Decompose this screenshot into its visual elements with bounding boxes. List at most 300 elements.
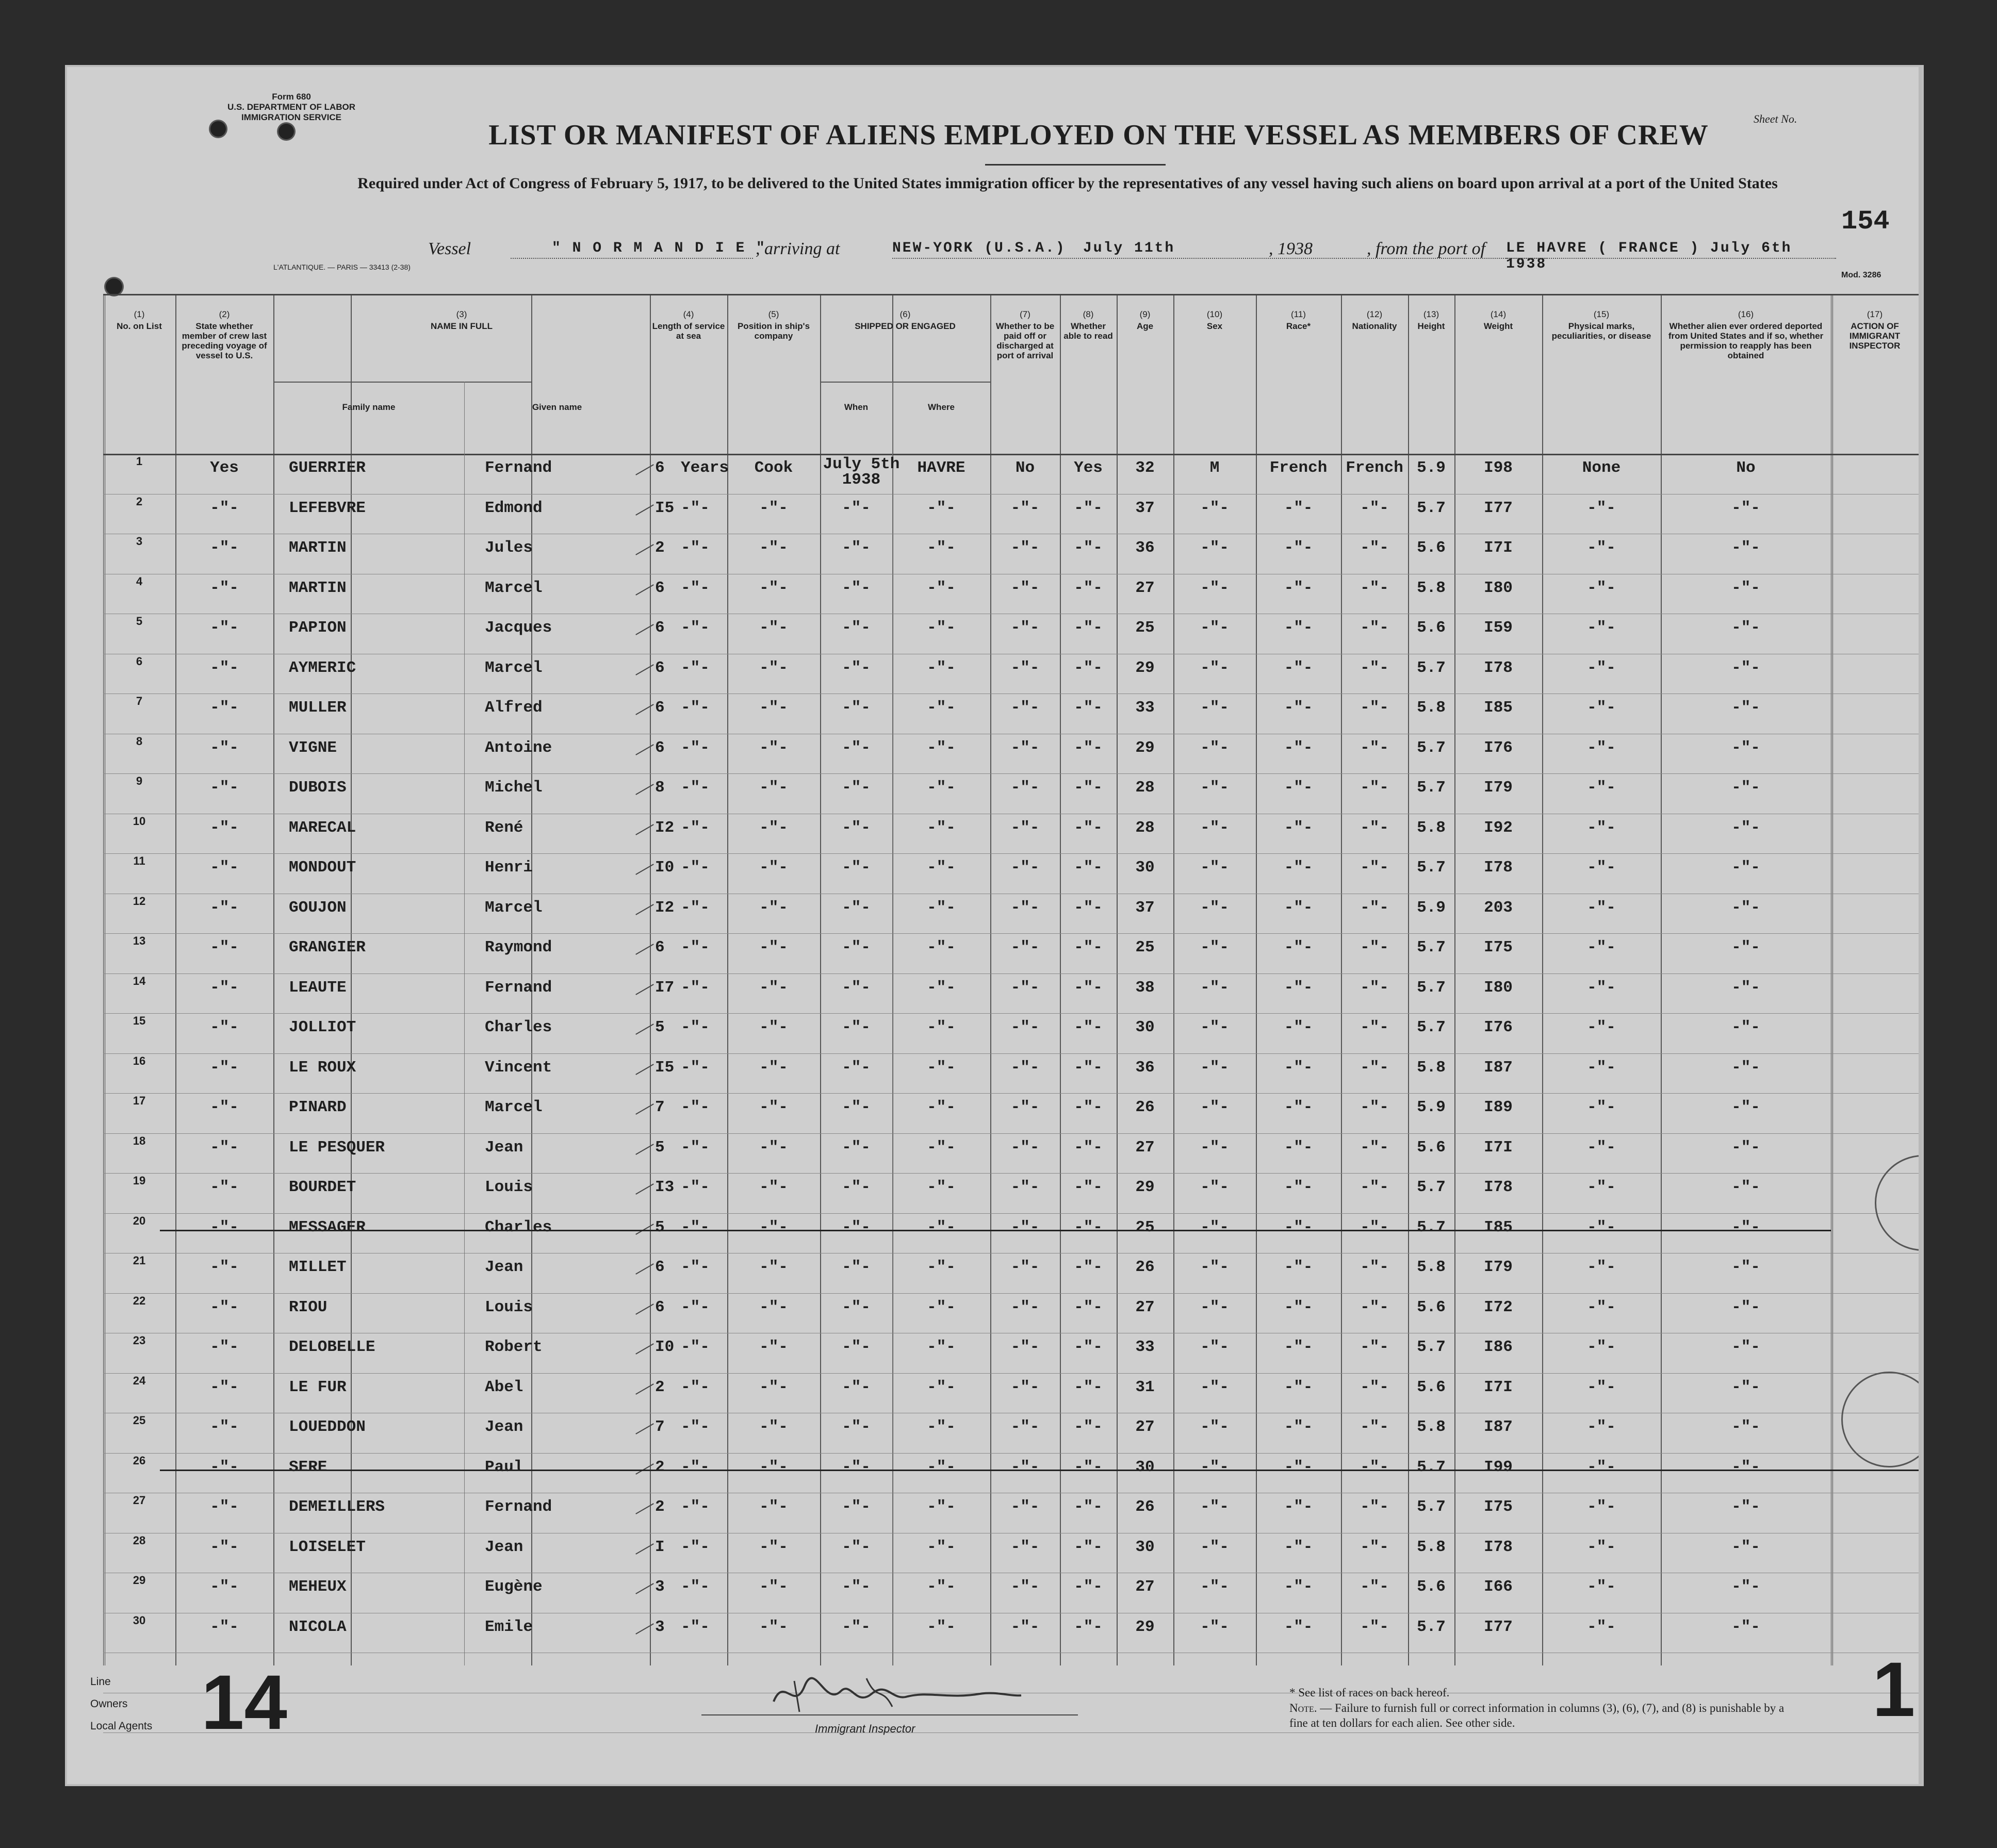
owners-label: Owners — [90, 1698, 128, 1710]
nationality-cell: -"- — [1360, 499, 1389, 517]
family-name-cell: NICOLA — [289, 1618, 347, 1636]
height-cell: 5.7 — [1417, 1338, 1446, 1356]
race-cell: -"- — [1284, 539, 1313, 557]
column-number: (14) — [1490, 309, 1507, 319]
service-unit-cell: -"- — [681, 1218, 710, 1236]
given-name-cell: Robert — [485, 1338, 543, 1356]
physical-marks-cell: -"- — [1587, 1178, 1616, 1196]
paid-off-cell: No — [1015, 459, 1035, 477]
shipped-where-cell: -"- — [927, 779, 956, 797]
crew-status-cell: -"- — [210, 1378, 239, 1396]
shipped-where-cell: -"- — [927, 1618, 956, 1636]
shipped-when-cell: -"- — [842, 859, 871, 877]
row-number: 13 — [133, 934, 146, 947]
form-number: Form 680 — [272, 92, 311, 102]
shipped-when-cell: -"- — [842, 1338, 871, 1356]
physical-marks-cell: -"- — [1587, 1538, 1616, 1556]
able-to-read-cell: -"- — [1074, 1458, 1103, 1476]
given-name-cell: Emile — [485, 1618, 533, 1636]
family-name-cell: DELOBELLE — [289, 1338, 375, 1356]
column-divider — [103, 294, 105, 1665]
age-cell: 33 — [1135, 1338, 1155, 1356]
able-to-read-cell: -"- — [1074, 658, 1103, 677]
shipped-where-cell: -"- — [927, 1458, 956, 1476]
table-top-border — [103, 294, 1919, 295]
weight-cell: I7I — [1484, 1378, 1513, 1396]
sex-cell: -"- — [1200, 1418, 1229, 1436]
column-number: (1) — [134, 309, 145, 319]
sex-cell: -"- — [1200, 619, 1229, 637]
position-cell: -"- — [759, 1138, 788, 1157]
position-cell: -"- — [759, 1018, 788, 1036]
weight-cell: I75 — [1484, 938, 1513, 956]
crew-status-cell: -"- — [210, 1458, 239, 1476]
physical-marks-cell: -"- — [1587, 579, 1616, 597]
row-divider — [103, 1373, 1919, 1374]
given-name-cell: Eugène — [485, 1578, 543, 1596]
service-unit-cell: -"- — [681, 1138, 710, 1157]
column-header — [1663, 309, 1829, 360]
row-number: 2 — [136, 494, 143, 508]
position-cell: -"- — [759, 1578, 788, 1596]
able-to-read-cell: -"- — [1074, 1498, 1103, 1516]
position-cell: -"- — [759, 619, 788, 637]
weight-cell: I78 — [1484, 658, 1513, 677]
physical-marks-cell: -"- — [1587, 818, 1616, 837]
able-to-read-cell: -"- — [1074, 1178, 1103, 1196]
nationality-cell: -"- — [1360, 898, 1389, 917]
height-cell: 5.7 — [1417, 1498, 1446, 1516]
sex-cell: -"- — [1200, 1218, 1229, 1236]
row-number: 16 — [133, 1054, 146, 1067]
service-unit-cell: -"- — [681, 579, 710, 597]
races-note: * See list of races on back hereof. — [1289, 1686, 1450, 1699]
column-number: (12) — [1366, 309, 1383, 319]
position-cell: -"- — [759, 938, 788, 956]
row-number: 8 — [136, 734, 143, 748]
nationality-cell: -"- — [1360, 658, 1389, 677]
race-cell: -"- — [1284, 1178, 1313, 1196]
punch-hole — [279, 124, 294, 139]
row-number: 18 — [133, 1134, 146, 1147]
paid-off-cell: -"- — [1010, 1378, 1040, 1396]
column-header — [822, 309, 988, 331]
service-unit-cell: -"- — [681, 898, 710, 917]
weight-cell: I87 — [1484, 1058, 1513, 1077]
race-cell: -"- — [1284, 499, 1313, 517]
family-name-cell: MARTIN — [289, 539, 347, 557]
model-number: Mod. 3286 — [1841, 271, 1881, 279]
deported-cell: -"- — [1731, 1138, 1760, 1157]
weight-cell: I86 — [1484, 1338, 1513, 1356]
crew-status-cell: -"- — [210, 1338, 239, 1356]
vessel-underline — [511, 258, 753, 259]
row-number: 22 — [133, 1294, 146, 1307]
paid-off-cell: -"- — [1010, 539, 1040, 557]
physical-marks-cell: -"- — [1587, 978, 1616, 997]
shipped-where-cell: -"- — [927, 818, 956, 837]
sex-cell: -"- — [1200, 779, 1229, 797]
row-divider — [103, 773, 1919, 774]
height-cell: 5.9 — [1417, 1098, 1446, 1116]
race-cell: -"- — [1284, 699, 1313, 717]
height-cell: 5.6 — [1417, 1298, 1446, 1316]
shipped-where-cell: -"- — [927, 579, 956, 597]
position-cell: -"- — [759, 818, 788, 837]
signature-line — [701, 1714, 1078, 1715]
paid-off-cell: -"- — [1010, 898, 1040, 917]
column-number: (4) — [683, 309, 694, 319]
row-number: 30 — [133, 1613, 146, 1627]
able-to-read-cell: -"- — [1074, 539, 1103, 557]
given-name-cell: Jacques — [485, 619, 552, 637]
paid-off-cell: -"- — [1010, 938, 1040, 956]
service-length-cell: I2 — [655, 898, 675, 917]
shipped-when-cell: -"- — [842, 1378, 871, 1396]
column-header — [1343, 309, 1406, 331]
age-cell: 25 — [1135, 938, 1155, 956]
shipped-where-cell: -"- — [927, 1498, 956, 1516]
race-cell: -"- — [1284, 1218, 1313, 1236]
shipped-when-cell: -"- — [842, 1418, 871, 1436]
shipped-where-cell: -"- — [927, 1218, 956, 1236]
age-cell: 29 — [1135, 658, 1155, 677]
sex-cell: -"- — [1200, 1498, 1229, 1516]
crew-status-cell: -"- — [210, 1498, 239, 1516]
paid-off-cell: -"- — [1010, 1338, 1040, 1356]
sex-cell: -"- — [1200, 1018, 1229, 1036]
row-number: 7 — [136, 695, 143, 707]
nationality-cell: French — [1346, 459, 1403, 477]
column-label: State whether member of crew last preceding voyage of vessel to U.S. — [182, 321, 267, 360]
column-label: Race* — [1286, 321, 1311, 331]
sex-cell: -"- — [1200, 818, 1229, 837]
physical-marks-cell: -"- — [1587, 1378, 1616, 1396]
service-unit-cell: -"- — [681, 1618, 710, 1636]
paid-off-cell: -"- — [1010, 658, 1040, 677]
nationality-cell: -"- — [1360, 1458, 1389, 1476]
crew-status-cell: -"- — [210, 978, 239, 997]
able-to-read-cell: Yes — [1074, 459, 1103, 477]
shipped-where-cell: -"- — [927, 499, 956, 517]
service-unit-cell: -"- — [681, 1418, 710, 1436]
physical-marks-cell: -"- — [1587, 1498, 1616, 1516]
sheet-number-label: Sheet No. — [1754, 112, 1797, 125]
handwritten-line-number: 14 — [201, 1659, 287, 1745]
row-number: 15 — [133, 1014, 146, 1027]
column-label: NAME IN FULL — [431, 321, 493, 331]
position-cell: -"- — [759, 699, 788, 717]
weight-cell: I92 — [1484, 818, 1513, 837]
column-number: (10) — [1206, 309, 1223, 319]
age-cell: 30 — [1135, 1018, 1155, 1036]
nationality-cell: -"- — [1360, 818, 1389, 837]
service-name: IMMIGRATION SERVICE — [241, 112, 341, 122]
height-cell: 5.7 — [1417, 859, 1446, 877]
able-to-read-cell: -"- — [1074, 1298, 1103, 1316]
physical-marks-cell: -"- — [1587, 938, 1616, 956]
able-to-read-cell: -"- — [1074, 859, 1103, 877]
height-cell: 5.8 — [1417, 579, 1446, 597]
arrival-port: NEW-YORK (U.S.A.) — [892, 240, 1066, 256]
deported-cell: -"- — [1731, 978, 1760, 997]
service-unit-cell: -"- — [681, 938, 710, 956]
crew-status-cell: -"- — [210, 1138, 239, 1157]
race-cell: -"- — [1284, 898, 1313, 917]
service-unit-cell: -"- — [681, 859, 710, 877]
given-name-subheader: Given name — [532, 402, 582, 412]
row-number: 11 — [133, 854, 145, 867]
nationality-cell: -"- — [1360, 1338, 1389, 1356]
race-cell: -"- — [1284, 978, 1313, 997]
service-length-cell: 2 — [655, 1458, 665, 1476]
age-cell: 27 — [1135, 1578, 1155, 1596]
age-cell: 27 — [1135, 579, 1155, 597]
note-prefix: Note. — [1289, 1702, 1317, 1714]
line-label: Line — [90, 1676, 111, 1688]
paid-off-cell: -"- — [1010, 1498, 1040, 1516]
sex-cell: -"- — [1200, 658, 1229, 677]
race-cell: -"- — [1284, 1058, 1313, 1077]
physical-marks-cell: -"- — [1587, 1338, 1616, 1356]
deported-cell: -"- — [1731, 1298, 1760, 1316]
column-header — [1410, 309, 1452, 331]
service-length-cell: 6 — [655, 938, 665, 956]
sex-cell: -"- — [1200, 1378, 1229, 1396]
weight-cell: I80 — [1484, 978, 1513, 997]
column-label: Physical marks, peculiarities, or disease — [1551, 321, 1651, 341]
strikethrough-line — [160, 1470, 1922, 1471]
crew-status-cell: -"- — [210, 938, 239, 956]
paid-off-cell: -"- — [1010, 1458, 1040, 1476]
deported-cell: -"- — [1731, 1378, 1760, 1396]
nationality-cell: -"- — [1360, 859, 1389, 877]
height-cell: 5.7 — [1417, 1618, 1446, 1636]
paid-off-cell: -"- — [1010, 1218, 1040, 1236]
row-number: 27 — [133, 1494, 146, 1507]
sex-cell: -"- — [1200, 978, 1229, 997]
header-divider — [103, 454, 1919, 455]
family-name-cell: DEMEILLERS — [289, 1498, 385, 1516]
nationality-cell: -"- — [1360, 1058, 1389, 1077]
age-cell: 26 — [1135, 1498, 1155, 1516]
height-cell: 5.8 — [1417, 1418, 1446, 1436]
height-cell: 5.6 — [1417, 1138, 1446, 1157]
given-name-cell: Louis — [485, 1178, 533, 1196]
given-name-cell: Henri — [485, 859, 533, 877]
sex-cell: -"- — [1200, 1098, 1229, 1116]
able-to-read-cell: -"- — [1074, 978, 1103, 997]
weight-cell: I85 — [1484, 699, 1513, 717]
deported-cell: -"- — [1731, 579, 1760, 597]
family-name-cell: MARTIN — [289, 579, 347, 597]
able-to-read-cell: -"- — [1074, 938, 1103, 956]
crew-status-cell: -"- — [210, 738, 239, 757]
shipped-where-cell: -"- — [927, 859, 956, 877]
deported-cell: -"- — [1731, 1498, 1760, 1516]
weight-cell: I79 — [1484, 1258, 1513, 1276]
sex-cell: -"- — [1200, 1578, 1229, 1596]
family-name-cell: DUBOIS — [289, 779, 347, 797]
able-to-read-cell: -"- — [1074, 1378, 1103, 1396]
race-cell: -"- — [1284, 938, 1313, 956]
row-number: 3 — [136, 535, 143, 548]
column-header — [1175, 309, 1254, 331]
weight-cell: I72 — [1484, 1298, 1513, 1316]
shipped-where-cell: -"- — [927, 1298, 956, 1316]
position-cell: -"- — [759, 898, 788, 917]
weight-cell: I78 — [1484, 859, 1513, 877]
row-divider — [103, 1013, 1919, 1014]
shipped-when-cell: -"- — [842, 1098, 871, 1116]
column-label: Whether alien ever ordered deported from United States and if so, whether permission to reapply has been obtained — [1668, 321, 1824, 360]
crew-status-cell: -"- — [210, 1258, 239, 1276]
service-length-cell: I2 — [655, 818, 675, 837]
given-name-cell: René — [485, 818, 523, 837]
able-to-read-cell: -"- — [1074, 1098, 1103, 1116]
height-cell: 5.8 — [1417, 818, 1446, 837]
family-name-cell: LOUEDDON — [289, 1418, 366, 1436]
column-label: Whether to be paid off or discharged at port of arrival — [995, 321, 1055, 360]
service-length-cell: 6 — [655, 619, 665, 637]
shipped-where-cell: -"- — [927, 1418, 956, 1436]
column-number: (13) — [1423, 309, 1439, 319]
race-cell: -"- — [1284, 1538, 1313, 1556]
service-unit-cell: -"- — [681, 1018, 710, 1036]
service-length-cell: 6 — [655, 658, 665, 677]
given-name-cell: Alfred — [485, 699, 543, 717]
given-name-cell: Edmond — [485, 499, 543, 517]
race-cell: -"- — [1284, 1298, 1313, 1316]
deported-cell: -"- — [1731, 1458, 1760, 1476]
family-name-cell: JOLLIOT — [289, 1018, 356, 1036]
paid-off-cell: -"- — [1010, 1138, 1040, 1157]
deported-cell: -"- — [1731, 1258, 1760, 1276]
departure-underline — [1506, 258, 1836, 259]
service-length-cell: 2 — [655, 1498, 665, 1516]
deported-cell: -"- — [1731, 1178, 1760, 1196]
column-header — [1544, 309, 1659, 341]
service-unit-cell: -"- — [681, 699, 710, 717]
crew-status-cell: -"- — [210, 1298, 239, 1316]
sex-cell: -"- — [1200, 1058, 1229, 1077]
nationality-cell: -"- — [1360, 1538, 1389, 1556]
column-header — [729, 309, 818, 341]
race-cell: -"- — [1284, 1378, 1313, 1396]
service-length-cell: 6 — [655, 738, 665, 757]
able-to-read-cell: -"- — [1074, 1258, 1103, 1276]
page-title: LIST OR MANIFEST OF ALIENS EMPLOYED ON THE VESSEL AS MEMBERS OF CREW — [488, 119, 1709, 151]
crew-status-cell: -"- — [210, 579, 239, 597]
column-header — [1456, 309, 1540, 331]
column-header — [1062, 309, 1115, 341]
shipped-where-cell: -"- — [927, 1378, 956, 1396]
physical-marks-cell: -"- — [1587, 1258, 1616, 1276]
shipped-when-cell: -"- — [842, 1058, 871, 1077]
physical-marks-cell: -"- — [1587, 1098, 1616, 1116]
family-name-cell: RIOU — [289, 1298, 328, 1316]
paid-off-cell: -"- — [1010, 1258, 1040, 1276]
sex-cell: -"- — [1200, 539, 1229, 557]
strikethrough-line — [160, 1230, 1831, 1231]
vessel-label: Vessel — [428, 239, 471, 258]
family-name-cell: MILLET — [289, 1258, 347, 1276]
weight-cell: I89 — [1484, 1098, 1513, 1116]
weight-cell: I79 — [1484, 779, 1513, 797]
family-name-cell: PINARD — [289, 1098, 347, 1116]
row-number: 29 — [133, 1574, 146, 1587]
position-cell: -"- — [759, 978, 788, 997]
shipped-when-cell: July 5th 1938 — [823, 455, 900, 489]
deported-cell: -"- — [1731, 859, 1760, 877]
punch-hole — [106, 278, 122, 295]
given-name-cell: Jean — [485, 1258, 523, 1276]
service-length-cell: 7 — [655, 1418, 665, 1436]
race-cell: -"- — [1284, 738, 1313, 757]
service-unit-cell: -"- — [681, 1338, 710, 1356]
crew-status-cell: -"- — [210, 1218, 239, 1236]
service-unit-cell: -"- — [681, 978, 710, 997]
shipped-when-cell: -"- — [842, 1018, 871, 1036]
column-number: (15) — [1593, 309, 1610, 319]
service-unit-cell: -"- — [681, 658, 710, 677]
sex-cell: -"- — [1200, 1178, 1229, 1196]
race-cell: -"- — [1284, 1258, 1313, 1276]
shipped-when-cell: -"- — [842, 1298, 871, 1316]
sex-cell: -"- — [1200, 859, 1229, 877]
service-unit-cell: -"- — [681, 1058, 710, 1077]
nationality-cell: -"- — [1360, 1418, 1389, 1436]
nationality-cell: -"- — [1360, 1618, 1389, 1636]
crew-status-cell: -"- — [210, 1418, 239, 1436]
height-cell: 5.6 — [1417, 619, 1446, 637]
shipped-where-cell: -"- — [927, 1258, 956, 1276]
deported-cell: -"- — [1731, 1058, 1760, 1077]
year-label: , 1938 — [1269, 239, 1313, 258]
column-label: Whether able to read — [1063, 321, 1113, 341]
able-to-read-cell: -"- — [1074, 1018, 1103, 1036]
weight-cell: I76 — [1484, 738, 1513, 757]
paid-off-cell: -"- — [1010, 1418, 1040, 1436]
deported-cell: -"- — [1731, 539, 1760, 557]
race-cell: -"- — [1284, 1458, 1313, 1476]
service-unit-cell: Years — [681, 459, 729, 477]
given-name-cell: Abel — [485, 1378, 523, 1396]
shipped-when-cell: -"- — [842, 619, 871, 637]
deported-cell: -"- — [1731, 898, 1760, 917]
service-length-cell: 5 — [655, 1138, 665, 1157]
crew-status-cell: -"- — [210, 658, 239, 677]
deported-cell: -"- — [1731, 818, 1760, 837]
weight-cell: I99 — [1484, 1458, 1513, 1476]
nationality-cell: -"- — [1360, 1298, 1389, 1316]
service-unit-cell: -"- — [681, 1378, 710, 1396]
position-cell: -"- — [759, 1538, 788, 1556]
deported-cell: -"- — [1731, 779, 1760, 797]
family-name-cell: LEFEBVRE — [289, 499, 366, 517]
row-divider — [103, 1213, 1919, 1214]
deported-cell: -"- — [1731, 738, 1760, 757]
sex-cell: -"- — [1200, 938, 1229, 956]
service-unit-cell: -"- — [681, 1258, 710, 1276]
position-cell: -"- — [759, 1378, 788, 1396]
column-number: (9) — [1139, 309, 1151, 319]
race-cell: French — [1269, 459, 1328, 477]
race-cell: -"- — [1284, 1098, 1313, 1116]
age-cell: 30 — [1135, 859, 1155, 877]
deported-cell: -"- — [1731, 1018, 1760, 1036]
service-unit-cell: -"- — [681, 1098, 710, 1116]
